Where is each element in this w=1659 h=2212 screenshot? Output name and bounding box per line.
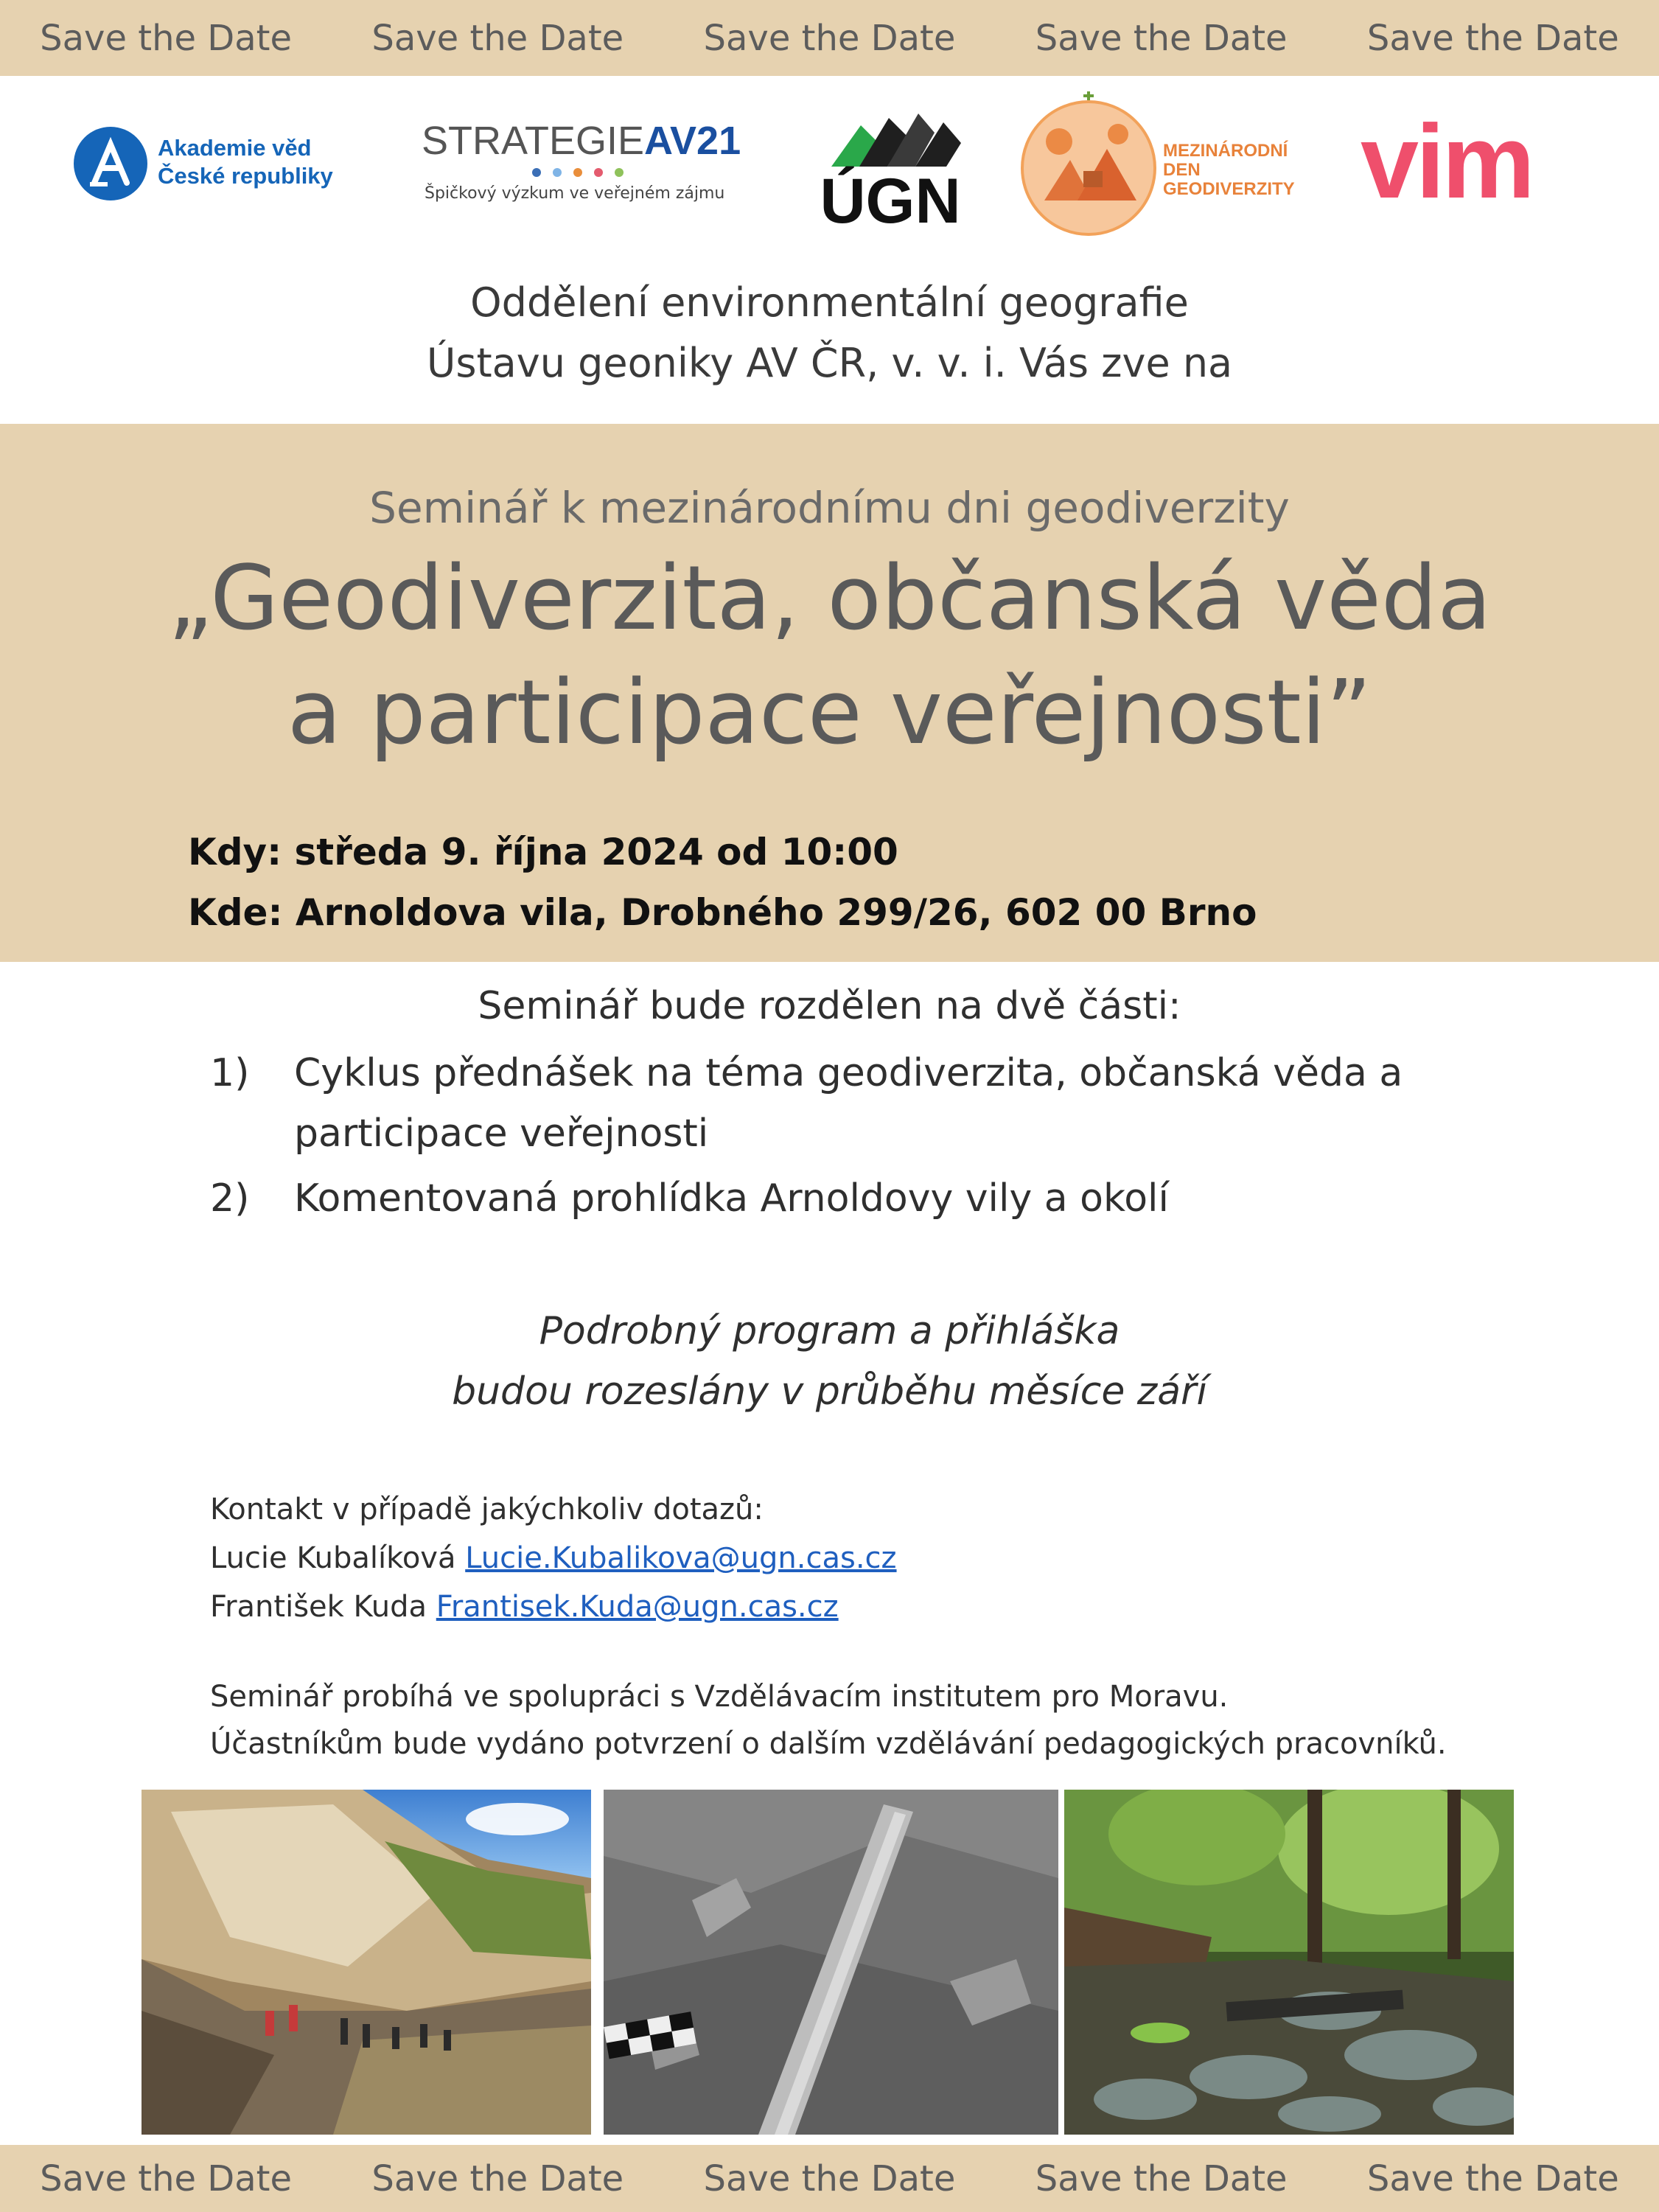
- photo-strip: [142, 1790, 1514, 2135]
- intro-text: [0, 273, 1659, 394]
- program-note: [0, 1301, 1659, 1422]
- contact-name: Lucie Kubalíková: [210, 1541, 456, 1575]
- contact-person-1: [210, 1534, 897, 1583]
- ugn-text: ÚGN: [820, 166, 961, 237]
- akademie-ved-logo: [72, 125, 352, 206]
- contact-heading: Kontakt v případě jakýchkoliv dotazů:: [210, 1493, 764, 1527]
- contact-block: [210, 1485, 897, 1631]
- contact-email-link[interactable]: Lucie.Kubalikova@ugn.cas.cz: [465, 1541, 897, 1575]
- cooperation-note: [210, 1673, 1447, 1768]
- save-the-date-text: Save the Date: [703, 2157, 956, 2199]
- strategie-av21-logo: [422, 118, 761, 214]
- strategie-subtitle: Špičkový výzkum ve veřejném zájmu: [425, 184, 725, 203]
- photo-fossil: [604, 1790, 1058, 2135]
- save-the-date-text: Save the Date: [1366, 2157, 1619, 2199]
- list-item-number: 2): [210, 1176, 250, 1221]
- seminar-subtitle: Seminář k mezinárodnímu dni geodiverzity: [369, 483, 1290, 533]
- akademie-line2: České republiky: [158, 163, 333, 189]
- geodiv-line3: GEODIVERZITY: [1163, 179, 1295, 199]
- contact-email-link[interactable]: Frantisek.Kuda@ugn.cas.cz: [436, 1590, 839, 1624]
- logo-strip: [0, 81, 1659, 243]
- list-item: [210, 1043, 1478, 1164]
- strategie-text: STRATEGIE: [422, 119, 645, 163]
- save-the-date-text: Save the Date: [371, 17, 624, 59]
- list-item-number: 1): [210, 1051, 250, 1095]
- intro-line2: Ústavu geoniky AV ČR, v. v. i. Vás zve na: [426, 340, 1233, 386]
- vim-logo: [1361, 103, 1582, 220]
- list-item-text: Komentovaná prohlídka Arnoldovy vily a okolí: [294, 1176, 1169, 1221]
- vim-text: vim: [1361, 103, 1532, 220]
- when-where-block: [188, 822, 1257, 943]
- save-the-date-text: Save the Date: [1035, 17, 1288, 59]
- cooperation-line2: Účastníkům bude vydáno potvrzení o dalším vzdělávání pedagogických pracovníků.: [210, 1727, 1447, 1761]
- save-the-date-text: Save the Date: [703, 17, 956, 59]
- photo-forest: [1064, 1790, 1514, 2135]
- ugn-mountains-icon: [817, 103, 964, 170]
- fossil-image: [604, 1790, 1058, 2135]
- intro-line1: Oddělení environmentální geografie: [470, 279, 1189, 326]
- save-the-date-text: Save the Date: [1035, 2157, 1288, 2199]
- ugn-logo: [817, 103, 964, 237]
- list-item: [210, 1168, 1478, 1229]
- save-the-date-text: Save the Date: [1366, 17, 1619, 59]
- geodiv-line2: DEN: [1163, 160, 1201, 180]
- geodiversity-globe-icon: [1019, 90, 1159, 237]
- event-when: Kdy: středa 9. října 2024 od 10:00: [188, 831, 898, 873]
- quarry-image: [142, 1790, 591, 2135]
- save-the-date-text: Save the Date: [40, 17, 293, 59]
- contact-person-2: [210, 1583, 897, 1631]
- save-the-date-text: Save the Date: [371, 2157, 624, 2199]
- strategie-dots-icon: [531, 167, 678, 178]
- av21-text: AV21: [644, 119, 741, 163]
- note-line2: budou rozeslány v průběhu měsíce září: [452, 1370, 1207, 1414]
- seminar-title: [0, 542, 1659, 770]
- forest-image: [1064, 1790, 1514, 2135]
- akademie-ved-emblem-icon: [72, 125, 149, 202]
- akademie-line1: Akademie věd: [158, 135, 312, 161]
- contact-name: František Kuda: [210, 1590, 427, 1624]
- top-save-the-date-band: [0, 0, 1659, 76]
- geodiversity-day-logo: [1019, 90, 1299, 237]
- event-where: Kde: Arnoldova vila, Drobného 299/26, 602 00 Brno: [188, 891, 1257, 934]
- cooperation-line1: Seminář probíhá ve spolupráci s Vzdělávacím institutem pro Moravu.: [210, 1680, 1229, 1714]
- photo-quarry: [142, 1790, 591, 2135]
- geodiv-line1: MEZINÁRODNÍ: [1163, 141, 1288, 161]
- title-line2: a participace veřejnosti”: [287, 662, 1372, 764]
- program-list: [210, 1043, 1478, 1233]
- save-the-date-text: Save the Date: [40, 2157, 293, 2199]
- title-line1: „Geodiverzita, občanská věda: [167, 548, 1492, 650]
- note-line1: Podrobný program a přihláška: [539, 1309, 1120, 1353]
- list-item-text: Cyklus přednášek na téma geodiverzita, občanská věda a participace veřejnosti: [294, 1051, 1403, 1156]
- bottom-save-the-date-band: [0, 2145, 1659, 2212]
- program-heading: Seminář bude rozdělen na dvě části:: [478, 984, 1181, 1028]
